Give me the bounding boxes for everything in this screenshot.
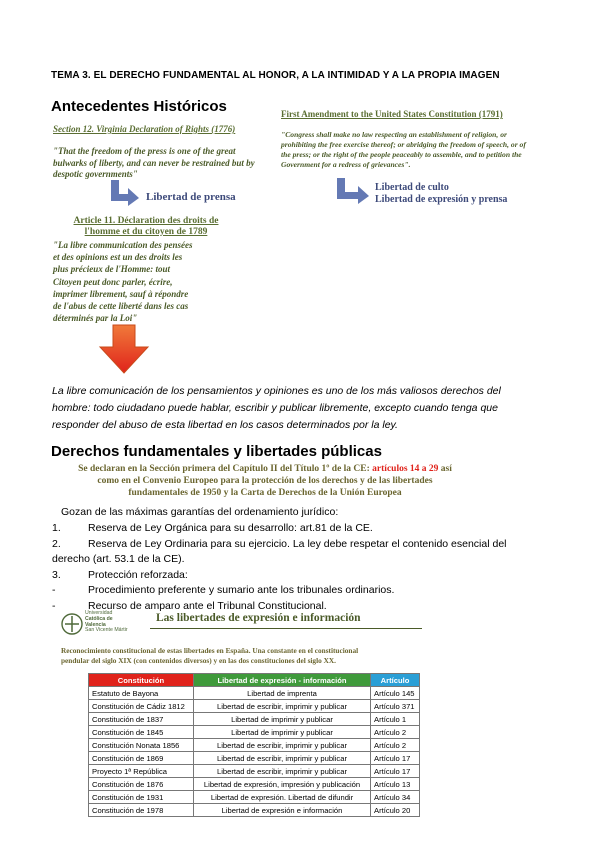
antecedentes-heading: Antecedentes Históricos <box>51 98 227 115</box>
constituciones-table <box>88 673 420 817</box>
garantias-list <box>52 521 552 614</box>
table-row: Constitución de 1869 Libertad de escribir, imprimir y publicar Artículo 17 <box>89 752 420 765</box>
column-header: Artículo <box>371 674 420 687</box>
derechos-note: Se declaran en la Sección primera del Capítulo II del Título 1º de la CE: artículos 14 a 29 así como en el Convenio Europeo para la protección de los derechos y de las libertades fundamentales de 1950 y la Carta de Derechos de la Unión Europea <box>78 464 452 498</box>
derechos-heading: Derechos fundamentales y libertades públicas <box>51 443 382 460</box>
virginia-quote: "That the freedom of the press is one of the great bulwarks of liberty, and can never be restrained but by despotic governments" <box>53 146 255 179</box>
garantias-intro: Gozan de las máximas garantías del ordenamiento jurídico: <box>61 506 339 518</box>
slide-title: Las libertades de expresión e información <box>156 612 361 624</box>
first-amendment-quote: "Congress shall make no law respecting an establishment of religion, or prohibiting the free exercise thereof; or abridging the freedom of speech, or of the press; or the right of the people peaceably to assemble, and to petition the Government for a redress of grievances". <box>281 130 526 169</box>
list-item: 3. Protección reforzada: <box>52 568 188 581</box>
list-item: - Procedimiento preferente y sumario ante los tribunales ordinarios. <box>52 584 395 596</box>
intro-paragraph: La libre comunicación de los pensamientos y opiniones es uno de los más valiosos derechos del hombre: todo ciudadano puede hablar, escribir y publicar libremente, excepto cuando tenga que responder del abuso de esta libertad en los casos determinados por la ley. <box>52 385 501 431</box>
france-header: Article 11. Déclaration des droits de l'homme et du citoyen de 1789 <box>73 216 219 237</box>
table-row: Constitución Nonata 1856 Libertad de escribir, imprimir y publicar Artículo 2 <box>89 739 420 752</box>
table-row: Constitución de 1978 Libertad de expresión e información Artículo 20 <box>89 804 420 817</box>
table-row: Constitución de 1931 Libertad de expresión. Libertad de difundir Artículo 34 <box>89 791 420 804</box>
virginia-result: Libertad de prensa <box>146 191 236 203</box>
university-logo: Universidad Católica de Valencia San Vicente Mártir <box>61 612 435 638</box>
bent-arrow-icon <box>334 178 370 204</box>
page-title: TEMA 3. EL DERECHO FUNDAMENTAL AL HONOR, A LA INTIMIDAD Y A LA PROPIA IMAGEN <box>51 70 500 81</box>
university-seal-icon <box>61 612 83 636</box>
column-header: Constitución <box>89 674 194 687</box>
first-amendment-results: Libertad de culto Libertad de expresión y prensa <box>375 182 508 205</box>
list-item: derecho (art. 53.1 de la CE). <box>52 553 185 565</box>
table-header-row <box>89 674 420 687</box>
table-row: Constitución de 1845 Libertad de imprimir y publicar Artículo 2 <box>89 726 420 739</box>
table-row: Estatuto de Bayona Libertad de imprenta Artículo 145 <box>89 687 420 700</box>
table-row: Constitución de 1837 Libertad de imprimir y publicar Artículo 1 <box>89 713 420 726</box>
slide-title-rule <box>150 628 422 629</box>
table-row: Constitución de Cádiz 1812 Libertad de escribir, imprimir y publicar Artículo 371 <box>89 700 420 713</box>
slide-subtitle: Reconocimiento constitucional de estas libertades en España. Una constante en el constitucional pendular del siglo XIX (con contenidos diversos) y en las dos constituciones del siglo XX. <box>61 646 359 665</box>
table-row: Constitución de 1876 Libertad de expresión, impresión y publicación Artículo 13 <box>89 778 420 791</box>
first-amendment-header: First Amendment to the United States Constitution (1791) <box>281 109 503 119</box>
france-quote: "La libre communication des pensées et des opinions est un des droits les plus précieux de l'Homme: tout Citoyen peut donc parler, écrire, imprimer librement, sauf à répondre de l'abus de cette liberté dans les cas déterminés par la Loi" <box>53 240 193 324</box>
column-header: Libertad de expresión - información <box>194 674 371 687</box>
list-item: 2. Reserva de Ley Ordinaria para su ejercicio. La ley debe respetar el contenido esencial del <box>52 537 507 550</box>
table-row: Proyecto 1ª República Libertad de escribir, imprimir y publicar Artículo 17 <box>89 765 420 778</box>
down-arrow-icon <box>98 324 150 374</box>
virginia-header: Section 12. Virginia Declaration of Rights (1776) <box>53 124 236 134</box>
bent-arrow-icon <box>108 180 140 206</box>
list-item: - Recurso de amparo ante el Tribunal Constitucional. <box>52 599 327 612</box>
list-item: 1. Reserva de Ley Orgánica para su desarrollo: art.81 de la CE. <box>52 522 373 534</box>
